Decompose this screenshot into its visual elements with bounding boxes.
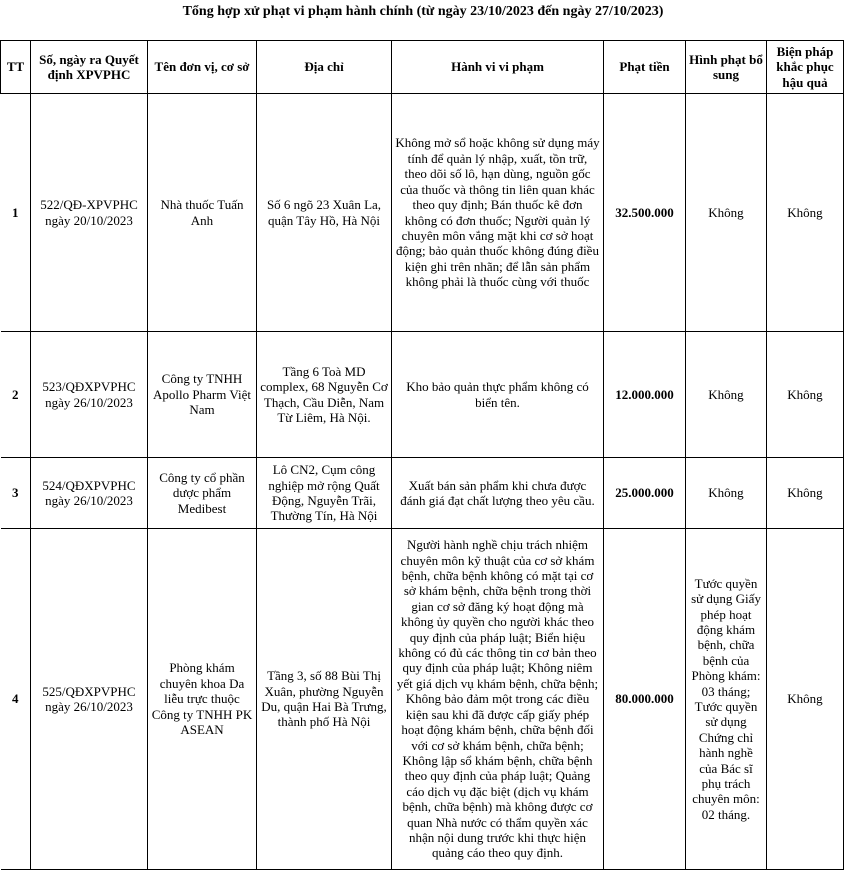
address-cell: Lô CN2, Cụm công nghiệp mở rộng Quất Động, Nguyễn Trãi, Thường Tín, Hà Nội — [257, 458, 392, 529]
table-row — [1, 94, 844, 332]
unit-cell: Công ty TNHH Apollo Pharm Việt Nam — [148, 332, 257, 458]
remedy-cell: Không — [767, 458, 844, 529]
header-unit: Tên đơn vị, cơ sở — [148, 41, 257, 94]
remedy-cell: Không — [767, 529, 844, 870]
decision-cell: 524/QĐXPVPHC ngày 26/10/2023 — [31, 458, 148, 529]
fine-cell: 12.000.000 — [604, 332, 686, 458]
table-row — [1, 529, 844, 870]
header-tt: TT — [1, 41, 31, 94]
row-number: 3 — [1, 458, 31, 529]
violation-cell: Xuất bán sản phẩm khi chưa được đánh giá đạt chất lượng theo yêu cầu. — [392, 458, 604, 529]
violations-table — [0, 40, 844, 870]
unit-cell: Nhà thuốc Tuấn Anh — [148, 94, 257, 332]
violation-cell: Người hành nghề chịu trách nhiệm chuyên môn kỹ thuật của cơ sở khám bệnh, chữa bệnh không có mặt tại cơ sở khám bệnh, chữa bệnh trong thời gian cơ sở đăng ký hoạt động mà không ủy quyền cho người khác theo quy định của pháp luật; Biển hiệu không có đủ các thông tin cơ bản theo quy định của pháp luật; Không niêm yết giá dịch vụ khám bệnh, chữa bệnh; Không bảo đảm một trong các điều kiện sau khi đã được cấp giấy phép hoạt động khám bệnh, chữa bệnh đối với cơ sở khám bệnh, chữa bệnh; Không lập sổ khám bệnh, chữa bệnh theo quy định của pháp luật; Quảng cáo dịch vụ đặc biệt (dịch vụ khám bệnh, chữa bệnh) mà không được cơ quan Nhà nước có thẩm quyền xác nhận nội dung trước khi thực hiện quảng cáo theo quy định. — [392, 529, 604, 870]
header-decision: Số, ngày ra Quyết định XPVPHC — [31, 41, 148, 94]
header-fine: Phạt tiền — [604, 41, 686, 94]
address-cell: Tầng 3, số 88 Bùi Thị Xuân, phường Nguyễn Du, quận Hai Bà Trưng, thành phố Hà Nội — [257, 529, 392, 870]
row-number: 1 — [1, 94, 31, 332]
row-number: 2 — [1, 332, 31, 458]
unit-cell: Công ty cổ phần dược phẩm Medibest — [148, 458, 257, 529]
decision-cell: 522/QĐ-XPVPHC ngày 20/10/2023 — [31, 94, 148, 332]
header-row — [1, 41, 844, 94]
address-cell: Tầng 6 Toà MD complex, 68 Nguyễn Cơ Thạch, Cầu Diễn, Nam Từ Liêm, Hà Nội. — [257, 332, 392, 458]
table-row — [1, 332, 844, 458]
header-extra-penalty: Hình phạt bổ sung — [686, 41, 767, 94]
header-violation: Hành vi vi phạm — [392, 41, 604, 94]
violation-cell: Không mở sổ hoặc không sử dụng máy tính để quản lý nhập, xuất, tồn trữ, theo dõi số lô, hạn dùng, nguồn gốc của thuốc và thông tin liên quan khác theo quy định; Bán thuốc kê đơn không có đơn thuốc; Người quản lý chuyên môn vắng mặt khi cơ sở hoạt động; bảo quản thuốc không đúng điều kiện ghi trên nhãn; để lẫn sản phẩm không phải là thuốc cùng với thuốc — [392, 94, 604, 332]
fine-cell: 80.000.000 — [604, 529, 686, 870]
decision-cell: 525/QĐXPVPHC ngày 26/10/2023 — [31, 529, 148, 870]
extra-penalty-cell: Không — [686, 94, 767, 332]
remedy-cell: Không — [767, 94, 844, 332]
remedy-cell: Không — [767, 332, 844, 458]
address-cell: Số 6 ngõ 23 Xuân La, quận Tây Hồ, Hà Nội — [257, 94, 392, 332]
fine-cell: 25.000.000 — [604, 458, 686, 529]
extra-penalty-cell: Không — [686, 332, 767, 458]
row-number: 4 — [1, 529, 31, 870]
table-row — [1, 458, 844, 529]
violation-cell: Kho bảo quản thực phẩm không có biển tên. — [392, 332, 604, 458]
extra-penalty-cell: Tước quyền sử dụng Giấy phép hoạt động khám bệnh, chữa bệnh của Phòng khám: 03 tháng; Tước quyền sử dụng Chứng chỉ hành nghề của Bác sĩ phụ trách chuyên môn: 02 tháng. — [686, 529, 767, 870]
document-title: Tổng hợp xử phạt vi phạm hành chính (từ ngày 23/10/2023 đến ngày 27/10/2023) — [182, 4, 664, 19]
fine-cell: 32.500.000 — [604, 94, 686, 332]
extra-penalty-cell: Không — [686, 458, 767, 529]
header-address: Địa chỉ — [257, 41, 392, 94]
header-remedy: Biện pháp khắc phục hậu quả — [767, 41, 844, 94]
unit-cell: Phòng khám chuyên khoa Da liễu trực thuộc Công ty TNHH PK ASEAN — [148, 529, 257, 870]
decision-cell: 523/QĐXPVPHC ngày 26/10/2023 — [31, 332, 148, 458]
